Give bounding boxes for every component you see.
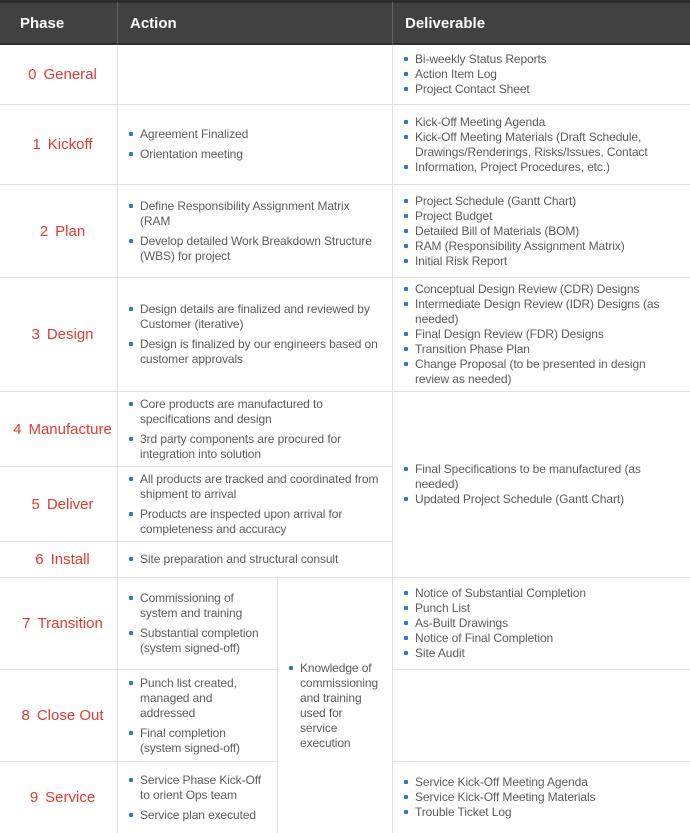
bullet-item [128, 302, 382, 332]
bullet-item [128, 397, 382, 427]
phase-number: 5 [31, 495, 40, 513]
bullet-item [403, 586, 682, 601]
bullet-item [403, 357, 682, 387]
bullet-item [403, 224, 682, 239]
bullet-text: Transition Phase Plan [415, 342, 530, 356]
bullet-icon [289, 666, 293, 670]
bullet-icon [404, 332, 408, 336]
bullet-icon [404, 467, 408, 471]
bullet-icon [404, 135, 408, 139]
bullet-icon [404, 302, 408, 306]
bullet-icon [129, 437, 133, 441]
bullet-icon [129, 152, 133, 156]
bullet-text: Site Audit [415, 646, 465, 660]
bullet-item [128, 726, 267, 756]
phase-cell-plan [0, 185, 118, 278]
phase-label: Close Out [36, 707, 104, 724]
bullet-item [403, 209, 682, 224]
bullet-item [403, 462, 682, 492]
deliverable-list [403, 115, 682, 175]
action-list [288, 661, 382, 751]
phase-number: 0 [28, 66, 37, 83]
bullet-text: Final Specifications to be manufactured (as needed) [415, 462, 641, 491]
bullet-item [403, 631, 682, 646]
bullet-icon [404, 347, 408, 351]
bullet-icon [404, 621, 408, 625]
bullet-item [128, 808, 267, 823]
phase-cell-manufacture [0, 392, 118, 467]
bullet-icon [404, 259, 408, 263]
bullet-item [403, 115, 682, 130]
bullet-text: Detailed Bill of Materials (BOM) [415, 223, 580, 238]
phase-cell-deliver [0, 467, 118, 542]
bullet-text: Punch list created, managed and addressed [140, 675, 237, 720]
bullet-text: Products are inspected upon arrival for completeness and accuracy [140, 506, 343, 536]
bullet-text: Define Responsibility Assignment Matrix (RAM [140, 198, 350, 228]
action-cell-manufacture [118, 392, 393, 467]
bullet-text: Notice of Substantial Completion [415, 586, 586, 600]
bullet-icon [404, 497, 408, 501]
bullet-icon [404, 780, 408, 784]
bullet-item [128, 432, 382, 462]
action-list [128, 591, 267, 656]
deliverable-cell-kickoff [393, 105, 690, 185]
bullet-icon [404, 229, 408, 233]
action-list [128, 676, 267, 756]
bullet-text: Project Schedule (Gantt Chart) [415, 193, 577, 208]
phase-cell-general [0, 45, 118, 105]
action-list [128, 472, 382, 537]
phase-label: Kickoff [47, 136, 93, 153]
action-cell-kickoff [118, 105, 393, 185]
phase-cell-service [0, 762, 118, 833]
phase-number: 2 [39, 222, 49, 240]
bullet-icon [404, 636, 408, 640]
bullet-item [403, 160, 682, 175]
action-list [128, 773, 267, 823]
bullet-item [128, 472, 382, 502]
bullet-text: Design details are finalized and reviewed by Customer (iterative) [140, 302, 370, 331]
bullet-item [403, 805, 682, 820]
bullet-item [128, 234, 382, 264]
action-cell-general [118, 45, 393, 105]
bullet-text: As-Built Drawings [415, 616, 508, 630]
deliverable-cell-shared-manufacture-to-install [393, 392, 690, 578]
bullet-icon [404, 72, 408, 76]
bullet-text: Project Contact Sheet [415, 82, 530, 96]
bullet-icon [129, 557, 133, 561]
bullet-icon [404, 57, 408, 61]
action-cell-design [118, 278, 393, 392]
bullet-text: Core products are manufactured to specifications and design [140, 396, 323, 426]
bullet-icon [129, 512, 133, 516]
deliverable-list [403, 462, 682, 507]
bullet-item [403, 342, 682, 357]
bullet-text: All products are tracked and coordinated from shipment to arrival [140, 471, 379, 501]
bullet-icon [404, 244, 408, 248]
phase-label: General [43, 66, 97, 83]
action-cell-install [118, 542, 393, 578]
action-cell-shared-transition-to-service [278, 578, 393, 833]
bullet-text: Service Phase Kick-Off to orient Ops team [140, 772, 261, 802]
bullet-icon [129, 402, 133, 406]
bullet-icon [404, 795, 408, 799]
action-list [128, 552, 382, 567]
phase-label: Plan [55, 222, 86, 240]
bullet-item [128, 773, 267, 803]
bullet-icon [404, 120, 408, 124]
action-cell-plan [118, 185, 393, 278]
bullet-item [403, 297, 682, 327]
bullet-item [128, 507, 382, 537]
action-list [128, 302, 382, 367]
column-header-deliverable [393, 0, 690, 45]
bullet-text: Kick-Off Meeting Agenda [415, 114, 546, 129]
bullet-item [403, 616, 682, 631]
phase-label: Manufacture [28, 420, 112, 438]
deliverable-list [403, 586, 682, 661]
column-header-action-label: Action [130, 14, 177, 32]
bullet-item [288, 661, 382, 751]
phase-label: Service [45, 789, 96, 806]
bullet-text: Final completion (system signed-off) [140, 725, 240, 755]
bullet-icon [404, 199, 408, 203]
bullet-text: Site preparation and structural consult [140, 552, 339, 566]
bullet-icon [129, 681, 133, 685]
deliverable-cell-service [393, 762, 690, 833]
phase-number: 3 [31, 326, 40, 343]
deliverable-cell-transition [393, 578, 690, 670]
column-header-action [118, 0, 393, 45]
bullet-icon [129, 342, 133, 346]
bullet-text: Service Kick-Off Meeting Agenda [415, 775, 588, 789]
bullet-icon [404, 810, 408, 814]
bullet-text: Substantial completion (system signed-off) [140, 626, 259, 655]
bullet-icon [129, 204, 133, 208]
column-header-phase-label: Phase [20, 14, 65, 32]
bullet-icon [404, 651, 408, 655]
action-list [128, 127, 382, 162]
bullet-text: Information, Project Procedures, etc.) [415, 159, 610, 174]
bullet-item [128, 147, 382, 162]
bullet-item [403, 130, 682, 160]
bullet-text: Project Budget [415, 208, 493, 223]
bullet-icon [129, 631, 133, 635]
bullet-text: Service Kick-Off Meeting Materials [415, 790, 596, 804]
bullet-icon [404, 165, 408, 169]
bullet-item [128, 127, 382, 142]
bullet-icon [129, 778, 133, 782]
bullet-item [403, 282, 682, 297]
phase-label: Deliver [46, 495, 94, 513]
deliverable-cell-design [393, 278, 690, 392]
bullet-item [403, 327, 682, 342]
bullet-icon [129, 596, 133, 600]
action-list [128, 199, 382, 264]
bullet-item [403, 82, 682, 97]
bullet-icon [404, 362, 408, 366]
deliverable-cell-close-out-empty [393, 670, 690, 762]
bullet-icon [404, 287, 408, 291]
bullet-item [403, 601, 682, 616]
bullet-icon [404, 214, 408, 218]
column-header-phase [0, 0, 118, 45]
bullet-item [403, 646, 682, 661]
phase-number: 9 [29, 789, 39, 806]
bullet-text: Final Design Review (FDR) Designs [415, 327, 604, 341]
bullet-text: RAM (Responsibility Assignment Matrix) [415, 238, 625, 253]
bullet-item [128, 676, 267, 721]
bullet-text: Service plan executed [140, 807, 256, 822]
bullet-icon [404, 87, 408, 91]
bullet-text: Updated Project Schedule (Gantt Chart) [415, 492, 624, 506]
bullet-icon [129, 731, 133, 735]
bullet-text: Punch List [415, 601, 471, 615]
bullet-text: Action Item Log [415, 67, 497, 81]
bullet-text: Trouble Ticket Log [415, 805, 512, 819]
bullet-text: Kick-Off Meeting Materials (Draft Schedule, Drawings/Renderings, Risks/Issues, Contact [415, 129, 648, 159]
phase-number: 4 [13, 420, 22, 438]
phase-cell-close-out [0, 670, 118, 762]
phase-number: 1 [32, 136, 41, 153]
bullet-text: Bi-weekly Status Reports [415, 52, 547, 66]
bullet-item [403, 52, 682, 67]
bullet-item [403, 790, 682, 805]
phase-label: Design [46, 326, 94, 343]
bullet-icon [404, 606, 408, 610]
bullet-item [128, 591, 267, 621]
bullet-item [403, 239, 682, 254]
bullet-item [128, 337, 382, 367]
bullet-text: Knowledge of commissioning and training used for service execution [300, 660, 379, 750]
bullet-icon [129, 239, 133, 243]
phase-number: 6 [35, 551, 44, 568]
bullet-text: Agreement Finalized [140, 127, 249, 141]
bullet-text: Design is finalized by our engineers based on customer approvals [140, 337, 378, 366]
bullet-item [403, 492, 682, 507]
phase-number: 7 [22, 615, 31, 632]
phase-label: Install [50, 551, 90, 568]
phase-number: 8 [21, 707, 30, 724]
action-cell-transition [118, 578, 278, 670]
bullet-text: 3rd party components are procured for integration into solution [140, 431, 342, 461]
bullet-item [403, 775, 682, 790]
bullet-icon [129, 813, 133, 817]
bullet-item [403, 254, 682, 269]
bullet-text: Intermediate Design Review (IDR) Designs (as needed) [415, 297, 660, 326]
bullet-text: Change Proposal (to be presented in design review as needed) [415, 357, 646, 386]
bullet-item [403, 194, 682, 209]
bullet-text: Conceptual Design Review (CDR) Designs [415, 282, 640, 296]
phase-cell-transition [0, 578, 118, 670]
bullet-item [128, 199, 382, 229]
bullet-text: Commissioning of system and training [140, 591, 243, 620]
action-cell-deliver [118, 467, 393, 542]
phase-label: Transition [37, 615, 103, 632]
bullet-icon [404, 591, 408, 595]
bullet-icon [129, 307, 133, 311]
bullet-icon [129, 132, 133, 136]
phase-cell-install [0, 542, 118, 578]
bullet-text: Orientation meeting [140, 147, 243, 161]
bullet-icon [129, 477, 133, 481]
bullet-item [128, 552, 382, 567]
column-header-deliverable-label: Deliverable [405, 14, 486, 32]
phase-cell-design [0, 278, 118, 392]
deliverable-cell-plan [393, 185, 690, 278]
action-cell-close-out [118, 670, 278, 762]
action-cell-service [118, 762, 278, 833]
deliverable-list [403, 775, 682, 820]
deliverable-list [403, 194, 682, 269]
bullet-text: Notice of Final Completion [415, 631, 554, 645]
deliverable-cell-general [393, 45, 690, 105]
bullet-item [403, 67, 682, 82]
deliverable-list [403, 282, 682, 387]
bullet-text: Initial Risk Report [415, 253, 508, 268]
action-list [128, 397, 382, 462]
deliverable-list [403, 52, 682, 97]
bullet-text: Develop detailed Work Breakdown Structure (WBS) for project [140, 233, 372, 263]
bullet-item [128, 626, 267, 656]
phase-cell-kickoff [0, 105, 118, 185]
